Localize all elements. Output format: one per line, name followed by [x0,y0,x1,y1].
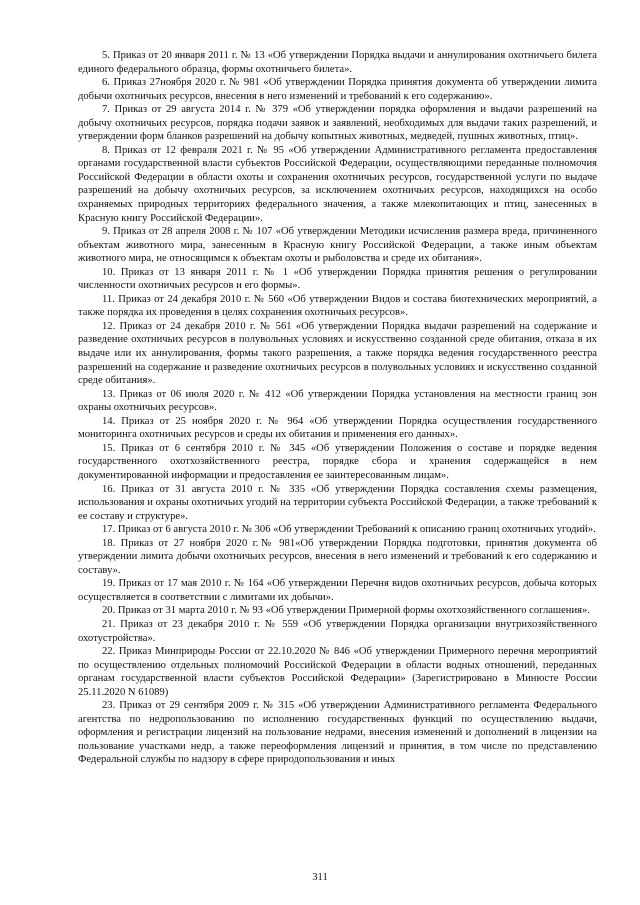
list-item: 14. Приказ от 25 ноября 2020 г. № 964 «Об утверждении Порядка осуществления государственного мониторинга охотничьих ресурсов и среды их обитания и применения его данных». [78,415,597,441]
list-item: 15. Приказ от 6 сентября 2010 г. № 345 «Об утверждении Положения о составе и порядке ведения государственного охотхозяйственного реестра, порядке сбора и хранения содержащейся в нем документированной информации и предоставления ее заинтересованным лицам». [78,442,597,481]
list-item: 19. Приказ от 17 мая 2010 г. № 164 «Об утверждении Перечня видов охотничьих ресурсов, добыча которых осуществляется в соответствии с лимитами их добычи». [78,578,597,603]
list-item: 8. Приказ от 12 февраля 2021 г. № 95 «Об утверждении Административного регламента предоставления органами государственной власти субъектов Российской Федерации, осуществляющими переданные полномочия Российской Федерации в области охоты и сохранения охотничьих ресурсов, государственной услуги по выдаче разрешений на добычу охотничьих ресурсов, за исключением охотничьих ресурсов, находящихся на особо охраняемых природных территориях федерального значения, а также млекопитающих и птиц, занесенных в Красную книгу Российской Федерации». [78,144,597,224]
list-item: 22. Приказ Минприроды России от 22.10.2020 № 846 «Об утверждении Примерного перечня мероприятий по осуществлению отдельных полномочий Российской Федерации в области водных отношений, переданных органам государственной власти субъектов Российской Федерации» (Зарегистрировано в Минюсте России 25.11.2020 N 61089) [78,646,597,698]
list-item: 11. Приказ от 24 декабря 2010 г. № 560 «Об утверждении Видов и состава биотехнических мероприятий, а также порядка их проведения в целях сохранения охотничьих ресурсов». [78,293,597,319]
list-item: 6. Приказ 27ноября 2020 г. № 981 «Об утверждении Порядка принятия документа об утверждении лимита добычи охотничьих ресурсов, внесения в него изменений и требований к его содержанию». [78,77,597,102]
list-item: 5. Приказ от 20 января 2011 г. № 13 «Об утверждении Порядка выдачи и аннулирования охотничьего билета единого федерального образца, формы охотничьего билета». [78,50,597,75]
list-item: 17. Приказ от 6 августа 2010 г. № 306 «Об утверждении Требований к описанию границ охотничьих угодий». [102,524,596,536]
list-item: 9. Приказ от 28 апреля 2008 г. № 107 «Об утверждении Методики исчисления размера вреда, причиненного объектам животного мира, занесенным в Красную книгу Российской Федерации, а также иным объектам животного мира, не относящимся к объектам охоты и рыболовства и среде их обитания». [78,226,597,265]
list-item: 12. Приказ от 24 декабря 2010 г. № 561 «Об утверждении Порядка выдачи разрешений на содержание и разведение охотничьих ресурсов в полувольных условиях и искусственно созданной среде обитания, отказа в их выдаче или их аннулирования, формы такого разрешения, а также порядка ведения государственного реестра разрешений на содержание и разведение охотничьих ресурсов в полувольных условиях и искусственно созданной среде обитания». [78,320,597,387]
list-item: 16. Приказ от 31 августа 2010 г. № 335 «Об утверждении Порядка составления схемы размещения, использования и охраны охотничьих угодий на территории субъекта Российской Федерации, а также требований к ее составу и структуре». [78,483,597,522]
list-item: 21. Приказ от 23 декабря 2010 г. № 559 «Об утверждении Порядка организации внутрихозяйственного охотустройства». [78,618,597,644]
list-item: 13. Приказ от 06 июля 2020 г. № 412 «Об утверждении Порядка установления на местности границ зон охраны охотничьих ресурсов». [78,388,597,414]
page-number: 311 [312,872,328,883]
list-item: 10. Приказ от 13 января 2011 г. № 1 «Об утверждении Порядка принятия решения о регулировании численности охотничьих ресурсов и его формы». [78,266,597,292]
document-body [78,49,597,767]
list-item: 18. Приказ от 27 ноября 2020 г.№ 981«Об утверждении Порядка подготовки, принятия документа об утверждении лимита добычи охотничьих ресурсов, внесения в него изменений и требований к его содержанию и составу». [78,537,597,576]
list-item: 23. Приказ от 29 сентября 2009 г. № 315 «Об утверждении Административного регламента Федерального агентства по недропользованию по исполнению государственных функций по осуществлению выдачи, оформления и регистрации лицензий на пользование недрами, внесения изменений и дополнений в лицензии на пользование участками недр, а также переоформления лицензий и принятия, в том числе по представлению Федеральной службы по надзору в сфере природопользования и иных [78,700,597,766]
list-item: 7. Приказ от 29 августа 2014 г. № 379 «Об утверждении порядка оформления и выдачи разрешений на добычу охотничьих ресурсов, порядка подачи заявок и заявлений, необходимых для выдачи таких разрешений, и утверждении форм бланков разрешений на добычу копытных животных, медведей, пушных животных, птиц». [78,104,597,143]
list-item: 20. Приказ от 31 марта 2010 г. № 93 «Об утверждении Примерной формы охотхозяйственного соглашения». [102,605,590,617]
